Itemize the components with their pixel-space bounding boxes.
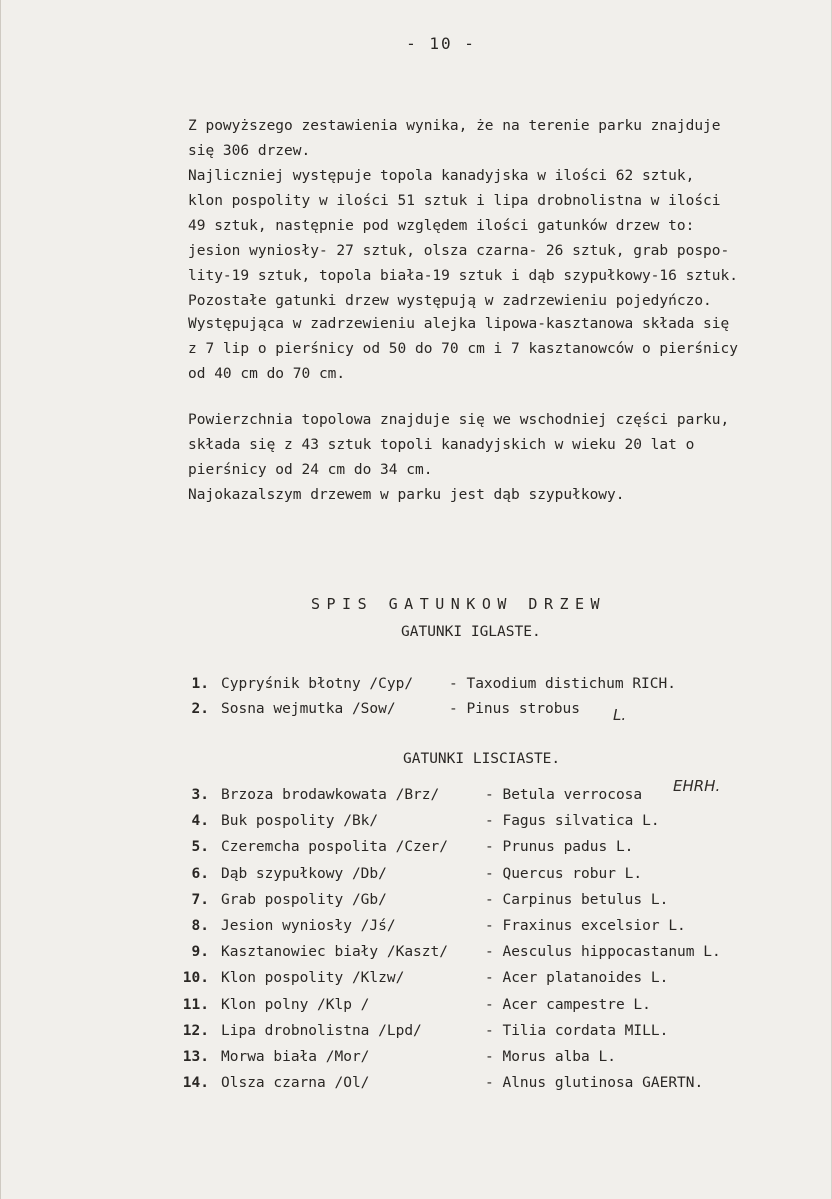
paragraph-poplar-area: Powierzchnia topolowa znajduje się we wschodniej części parku, składa się z 43 sztuk topoli kanadyjskich w wieku 20 lat o pierśnicy od 24 cm do 34 cm. Najokazalszym drzewem w parku jest dąb szypułkowy. [188, 412, 730, 503]
latin-name: - Fagus silvatica L. [485, 813, 660, 830]
item-number: 13. [182, 1048, 209, 1065]
item-number: 2. [191, 701, 209, 717]
latin-name: - Alnus glutinosa GAERTN. [485, 1075, 704, 1092]
list-item [1, 701, 832, 726]
paragraph-alley: Występująca w zadrzewieniu alejka lipowa-kasztanowa składa się z 7 lip o pierśnicy od 50 do 70 cm i 7 kasztanowców o pierśnicy od 40 cm do 70 cm. [188, 316, 738, 382]
deciduous-heading: GATUNKI LISCIASTE. [403, 751, 561, 767]
polish-name: Kasztanowiec biały /Kaszt/ [221, 944, 448, 961]
list-item [1, 839, 832, 865]
paragraph-tree-total: Z powyższego zestawienia wynika, że na terenie parku znajduje się 306 drzew. [188, 118, 721, 159]
list-item [1, 1023, 832, 1049]
latin-name: - Aesculus hippocastanum L. [485, 944, 721, 961]
item-number: 4. [191, 813, 209, 830]
item-number: 1. [191, 676, 209, 692]
latin-name: - Acer platanoides L. [485, 970, 669, 987]
polish-name: Jesion wyniosły /Jś/ [221, 917, 396, 934]
latin-name: - Taxodium distichum RICH. [449, 676, 676, 692]
item-number: 12. [182, 1022, 209, 1039]
handwritten-author-pinus: L. [613, 706, 627, 724]
latin-name: - Betula verrocosa [485, 787, 643, 803]
list-item [1, 813, 832, 839]
conifer-heading: GATUNKI IGLASTE. [401, 624, 541, 640]
item-number: 8. [191, 917, 209, 934]
item-number: 5. [191, 839, 209, 856]
deciduous-list [1, 787, 832, 1101]
latin-name: - Prunus padus L. [485, 839, 634, 856]
polish-name: Cypryśnik błotny /Cyp/ [221, 676, 414, 692]
polish-name: Olsza czarna /Ol/ [221, 1075, 370, 1092]
polish-name: Czeremcha pospolita /Czer/ [221, 839, 448, 856]
latin-name: - Morus alba L. [485, 1048, 616, 1065]
latin-name: - Quercus robur L. [485, 865, 643, 882]
list-item [1, 866, 832, 892]
latin-name: - Fraxinus excelsior L. [485, 917, 686, 934]
item-number: 10. [182, 970, 209, 987]
list-item [1, 918, 832, 944]
list-item [1, 997, 832, 1023]
polish-name: Lipa drobnolistna /Lpd/ [221, 1022, 422, 1039]
item-number: 7. [191, 891, 209, 908]
handwritten-author-betula: EHRH. [673, 777, 721, 795]
item-number: 9. [191, 944, 209, 961]
polish-name: Dąb szypułkowy /Db/ [221, 865, 387, 882]
polish-name: Morwa biała /Mor/ [221, 1048, 370, 1065]
list-item [1, 970, 832, 996]
latin-name: - Carpinus betulus L. [485, 891, 669, 908]
polish-name: Klon pospolity /Klzw/ [221, 970, 405, 987]
polish-name: Grab pospolity /Gb/ [221, 891, 387, 908]
item-number: 3. [191, 787, 209, 803]
item-number: 11. [182, 996, 209, 1013]
latin-name: - Pinus strobus [449, 701, 580, 717]
paragraph-species-counts: Najliczniej występuje topola kanadyjska w ilości 62 sztuk, klon pospolity w ilości 51 sztuk i lipa drobnolistna w ilości 49 sztuk, następnie pod względem ilości gatunków drzew to: jesion wyniosły- 27 sztuk, olsza czarna- 26 sztuk, grab pospo- lity-19 sztuk, topola biała-19 sztuk i dąb szypułkowy-16 sztuk. Pozostałe gatunki drzew występują w zadrzewieniu pojedyńczo. [188, 168, 738, 309]
polish-name: Brzoza brodawkowata /Brz/ [221, 787, 440, 803]
polish-name: Buk pospolity /Bk/ [221, 813, 379, 830]
latin-name: - Tilia cordata MILL. [485, 1022, 669, 1039]
list-item [1, 892, 832, 918]
list-item [1, 1075, 832, 1101]
polish-name: Sosna wejmutka /Sow/ [221, 701, 396, 717]
conifer-list [1, 676, 832, 726]
list-item [1, 1049, 832, 1075]
polish-name: Klon polny /Klp / [221, 996, 370, 1013]
item-number: 14. [182, 1075, 209, 1092]
latin-name: - Acer campestre L. [485, 996, 651, 1013]
item-number: 6. [191, 865, 209, 882]
list-item [1, 676, 832, 701]
list-item [1, 944, 832, 970]
page-number: - 10 - [406, 34, 476, 53]
species-list-title: SPIS GATUNKOW DRZEW [311, 595, 607, 613]
